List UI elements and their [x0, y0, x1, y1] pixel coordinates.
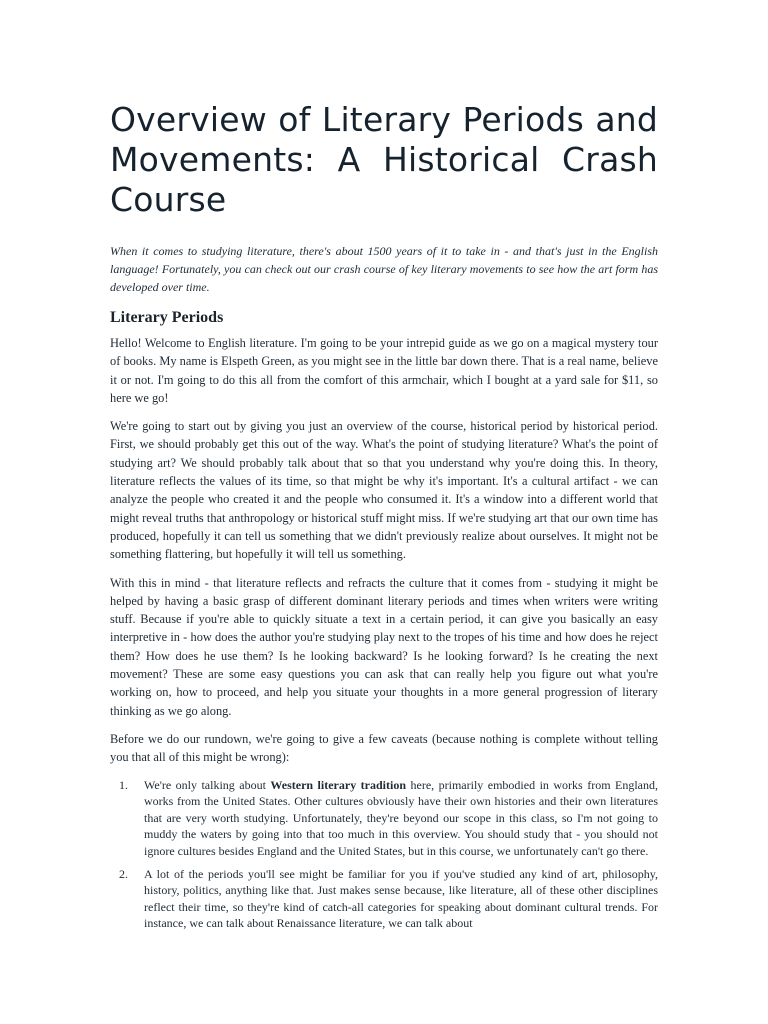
body-paragraph: With this in mind - that literature reflects and refracts the culture that it comes from - studying it might be helped by having a basic grasp of different dominant literary periods and times when writers were writing stuff. Because if you're able to quickly situate a text in a certain period, it can give you basically an easy interpretive in - how does the author you're studying play next to the tropes of his time and how does he reject them? How does he use them? Is he looking backward? Is he looking forward? Is he creating the next movement? These are some easy questions you can ask that can really help you figure out what you're working on, how to proceed, and help you situate your thoughts in a more general progression of literary thinking as we go along. — [110, 575, 658, 718]
page-title: Overview of Literary Periods and Movements: A Historical Crash Course — [110, 100, 658, 219]
caveats-list — [110, 777, 658, 932]
body-paragraph: Before we do our rundown, we're going to give a few caveats (because nothing is complete without telling you that all of this might be wrong): — [110, 731, 658, 765]
list-item-number: 2. — [119, 866, 128, 881]
body-paragraph: Hello! Welcome to English literature. I'm going to be your intrepid guide as we go on a magical mystery tour of books. My name is Elspeth Green, as you might see in the little bar down there. That is a real name, believe it or not. I'm going to do this all from the comfort of this armchair, which I bought at a yard sale for $11, so here we go! — [110, 336, 658, 405]
body-paragraph: We're going to start out by giving you just an overview of the course, historical period by historical period. First, we should probably get this out of the way. What's the point of studying literature? What's the point of studying art? We should probably talk about that so that you understand why you're doing this. In theory, literature reflects the values of its time, so that might be why it's important. It's a cultural artifact - we can analyze the people who created it and the people who consumed it. It's a window into a different world that might reveal truths that anthropology or historical stuff might miss. If we're studying art that our own time has produced, hopefully it can tell us something that we didn't previously realize about ourselves. It might not be something flattering, but hopefully it will tell us something. — [110, 419, 658, 562]
document-page — [110, 100, 658, 938]
list-item-number: 1. — [119, 777, 128, 792]
list-item-bold-text: Western literary tradition — [270, 777, 407, 792]
section-heading: Literary Periods — [110, 309, 224, 326]
list-item — [110, 777, 658, 860]
intro-paragraph: When it comes to studying literature, there's about 1500 years of it to take in - and that's just in the English language! Fortunately, you can check out our crash course of key literary movements to see how the art form has developed over time. — [110, 244, 658, 294]
list-item-text: A lot of the periods you'll see might be familiar for you if you've studied any kind of art, philosophy, history, politics, anything like that. Just makes sense because, like literature, all of these other disciplines reflect their time, so they're kind of catch-all categories for speaking about dominant cultural trends. For instance, we can talk about Renaissance literature, we can talk about — [144, 866, 658, 931]
list-item-text: We're only talking about — [144, 777, 271, 792]
list-item-text: here, primarily embodied in works from England, works from the United States. Other cultures obviously have their own histories and their own literatures that are very worth studying. Unfortunately, they're beyond our scope in this class, so I'm not going to muddy the waters by going into that too much in this overview. You should study that - you should not ignore cultures besides England and the United States, but in this course, we unfortunately can't go there. — [144, 777, 659, 858]
list-item — [110, 866, 658, 932]
